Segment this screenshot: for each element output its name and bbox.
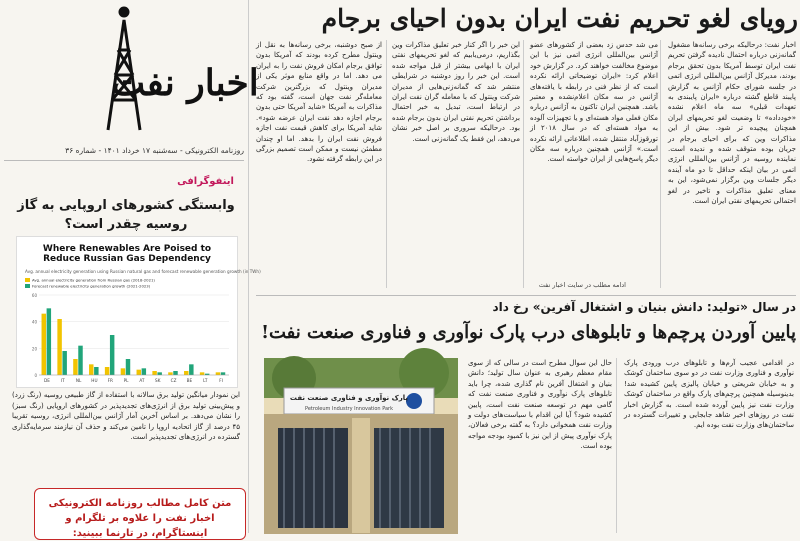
column-divider <box>523 40 524 288</box>
x-tick-label: HU <box>91 378 98 383</box>
chart-subtitle: Avg. annual electricity generation using Russian natural gas and forecast renewable generation growth (in TWh) <box>25 269 261 274</box>
bar <box>126 359 130 375</box>
bar <box>142 368 146 375</box>
lead-column-3: این خبر را اگر کنار خبر تعلیق مذاکرات وین بگذاریم، درمی‌یابیم که لغو تحریمهای نفتی ایران با ابهامی بیشتر از قبل مواجه شده است. این خبر را روز دوشنبه در شرایطی منتشر شد که گمانه‌زنی‌هایی از مدیران شرکت وینتول که با معامله گران نفت ایران در ارتباط است، تبدیل به خبر احتمال برداشتن تحریم نفتی ایران بدون برجام شده بود. درحالیکه سروری بر اصل خبر نشان می‌دهد، این فقط یک گمانه‌زنی است. <box>392 41 520 143</box>
bar <box>73 359 77 375</box>
lead-story-columns <box>256 40 796 288</box>
y-tick-label: 20 <box>31 346 37 352</box>
dateline: روزنامه الکترونیکی - سه‌شنبه ۱۷ خرداد ۱۴۰۱ - شماره ۳۶ <box>65 146 244 155</box>
section-divider <box>256 295 796 296</box>
x-tick-label: SK <box>155 378 161 383</box>
bar <box>157 372 161 375</box>
infographic-box <box>6 166 261 484</box>
bar <box>42 314 46 375</box>
bar <box>216 372 220 375</box>
left-column <box>0 0 261 539</box>
bar <box>57 319 61 375</box>
x-tick-label: FI <box>219 378 223 383</box>
x-tick-label: BE <box>186 378 193 383</box>
second-kicker: در سال «تولید: دانش بنیان و اشتغال آفرین» رخ داد <box>492 300 796 314</box>
column-divider <box>386 40 387 288</box>
bar <box>94 367 98 375</box>
y-tick-label: 60 <box>31 293 37 298</box>
bar <box>62 351 66 375</box>
lead-headline: رویای لغو تحریم نفت ایران بدون احیای برجام <box>321 4 798 33</box>
park-gate-illustration <box>264 358 458 533</box>
y-tick-label: 0 <box>34 373 37 378</box>
column-divider <box>616 358 617 533</box>
x-tick-label: NL <box>75 378 82 383</box>
x-tick-label: FR <box>107 378 113 383</box>
bar <box>173 371 177 375</box>
column-divider <box>660 40 661 288</box>
newspaper-logo <box>80 0 259 140</box>
renewables-chart <box>16 236 261 388</box>
x-tick-label: PL <box>123 378 129 383</box>
infographic-kicker: اینفوگرافی <box>177 176 234 187</box>
bar <box>121 368 125 375</box>
bar <box>189 364 193 375</box>
lead-column-4: از صبح دوشنبه، برخی رسانه‌ها به نقل از وینتول مطرح کرده بودند که آمریکا بدون توافق برجام امکان فروش نفت را به ایران می دهد. اما در واقع منابع موثر یکی از مدیران وینتول که بزرگترین شرکت معامله‌گر نفت جهان است، گفته بود که مذاکرات به آمریکا «شاید آمریکا حتی بدون برجام اجازه دهد نفت ایران عرضه شود». شاید آمریکا برای کاهش قیمت نفت اجازه فروش نفت ایران را بدهد. اما او چندان مطمئن نیست و ممکن است تصمیم بزرگی در این رابطه گرفته نشود. <box>256 41 382 164</box>
x-tick-label: LT <box>203 378 208 383</box>
bar <box>137 370 141 375</box>
divider <box>4 160 244 161</box>
bar <box>78 346 82 375</box>
bar <box>110 335 114 375</box>
infographic-title: وابستگی کشورهای اروپایی به گاز روسیه چقدر است؟ <box>17 198 235 232</box>
read-more-text: متن کامل مطالب روزنامه الکترونیکی اخبار نفت را علاوه بر تلگرام و اینستاگرام، در تارنما ببینید: <box>48 498 232 539</box>
x-tick-label: CZ <box>170 378 177 383</box>
second-column-2: حال این سوال مطرح است در سالی که از سوی مقام معظم رهبری به عنوان سال تولید؛ دانش بنیان و اشتغال آفرین نام گذاری شده، چرا باید تابلوهای پارک نوآوری و فناوری صنعت نفت که گامی مهم در توسعه صنعت نفت است، پایین کشیده شود؟ آیا این اقدام با سیاست‌های دولت و وزارت نفت همخوانی دارد؟ به گفته برخی فعالان، پارک نوآوری پیش از این نیز با کمبود بودجه مواجه بوده است. <box>468 359 612 451</box>
photo-sign-fa: پارک نوآوری و فناوری صنعت نفت <box>289 394 409 402</box>
bar <box>168 372 172 375</box>
main-content <box>250 0 800 533</box>
y-tick-label: 40 <box>31 319 37 325</box>
legend-swatch <box>25 284 30 288</box>
photo-sign-en: Petroleum Industry Innovation Park <box>305 406 393 412</box>
x-tick-label: DE <box>43 378 50 383</box>
lead-column-2: می شد حدس زد بعضی از کشورهای عضو آژانس بین‌المللی انرژی اتمی نیز با این موضوع مخالفت خواهند کرد. در گزارش خود اعلام کرد: «ایران توضیحاتی ارائه نکرده است که از نظر فنی در رابطه با یافته‌های آژانس در سه مکان اعلام‌نشده و معتبر باشد. همچنین ایران تاکنون به آژانس درباره مکان فعلی مواد هسته‌ای و یا تجهیزات آلوده به مواد هسته‌ای که در سال ۲۰۱۸ از تورقوزآباد منتقل شده، اطلاعاتی ارائه نکرده است.» آژانس همچنین درباره سه مکان دیگر پاسخ‌هایی از ایران خواسته است. <box>530 41 658 164</box>
logo-text: اخبار نفت <box>111 62 259 104</box>
x-tick-label: IT <box>60 378 65 383</box>
bar <box>105 367 109 375</box>
x-tick-label: AT <box>139 378 145 383</box>
legend-label: Forecast renewable electricity generation growth (2021-2023) <box>32 283 151 289</box>
bar <box>184 371 188 375</box>
second-column-1: در اقدامی عجیب آرم‌ها و تابلوهای درب ورودی پارک نوآوری و فناوری وزارت نفت در دو سوی ساختمان کوشک و به خیابان شریعتی و خیابان پالیزی پایین کشیده شد! بدینوسیله همچنین پرچم‌های پارک واقع در ساختمان کوشک وزارت نفت نیز پایین آورده شده است. به گزارش اخبار نفت در روزهای اخیر شاهد جابجایی و تغییرات گسترده در ساختمان‌های وزارت نفت بوده ایم. <box>624 359 794 430</box>
second-headline: پایین آوردن پرچم‌ها و تابلوهای درب پارک نوآوری و فناوری صنعت نفت! <box>261 322 796 343</box>
infographic-text: این نمودار میانگین تولید برق سالانه با استفاده از گاز طبیعی روسیه (رنگ زرد) و پیش‌بینی تولید برق از انرژی‌های تجدیدپذیر در کشورهای اروپایی (رنگ سبز) را نشان می‌دهد. بر اساس آخرین آمار آژانس بین‌المللی انرژی، روسیه تقریبا ۴۵ درصد از گاز اتحادیه اروپا را تامین می‌کند و حذف آن نیازمند سرمایه‌گذاری گسترده در انرژی‌های تجدیدپذیر است. <box>12 391 240 442</box>
chart-title: Where Renewables Are Poised to Reduce Russian Gas Dependency <box>42 244 212 264</box>
park-photo <box>264 358 458 533</box>
lead-column-1: اخبار نفت: درحالیکه برخی رسانه‌ها مشغول گمانه‌زنی درباره احتمال نادیده گرفتن تحریم نفت ایران توسط آمریکا بدون تحقق برجام بودند، مدیرکل آژانس بین‌المللی انرژی اتمی در جلسه شورای حکام آژانس به گزارش پایبند قاطع گشته درباره «ایران پایبندی به تعهدات قبلی» سه ماه اعلام نشده «خودداده» تا وضعیت لغو تحریمهای ایران همچنان پیچیده تر شود. بیش از این مذاکرات وین که برای احیای برجام در جریان بوده متوقف شده و ندیده است. نماینده روسیه در آژانس بین‌المللی انرژی اتمی در بیان اینکه حداقل تا دو ماه آینده دیگر جلسات وین برگزار نمی‌شود، این به معنای تعلیق مذاکرات و تاخیر در لغو احتمالی تحریمهای نفتی ایران است. <box>668 41 796 206</box>
lead-continue-note[interactable]: ادامه مطلب در سایت اخبار نفت <box>538 281 626 289</box>
read-more-box[interactable] <box>34 488 246 540</box>
bar <box>152 371 156 375</box>
legend-swatch <box>25 278 30 282</box>
bar <box>47 308 51 375</box>
bar <box>200 372 204 375</box>
bar <box>89 364 93 375</box>
legend-label: Avg. annual electricity generation from Russian gas (2018-2021) <box>32 277 155 283</box>
bar <box>221 372 225 375</box>
